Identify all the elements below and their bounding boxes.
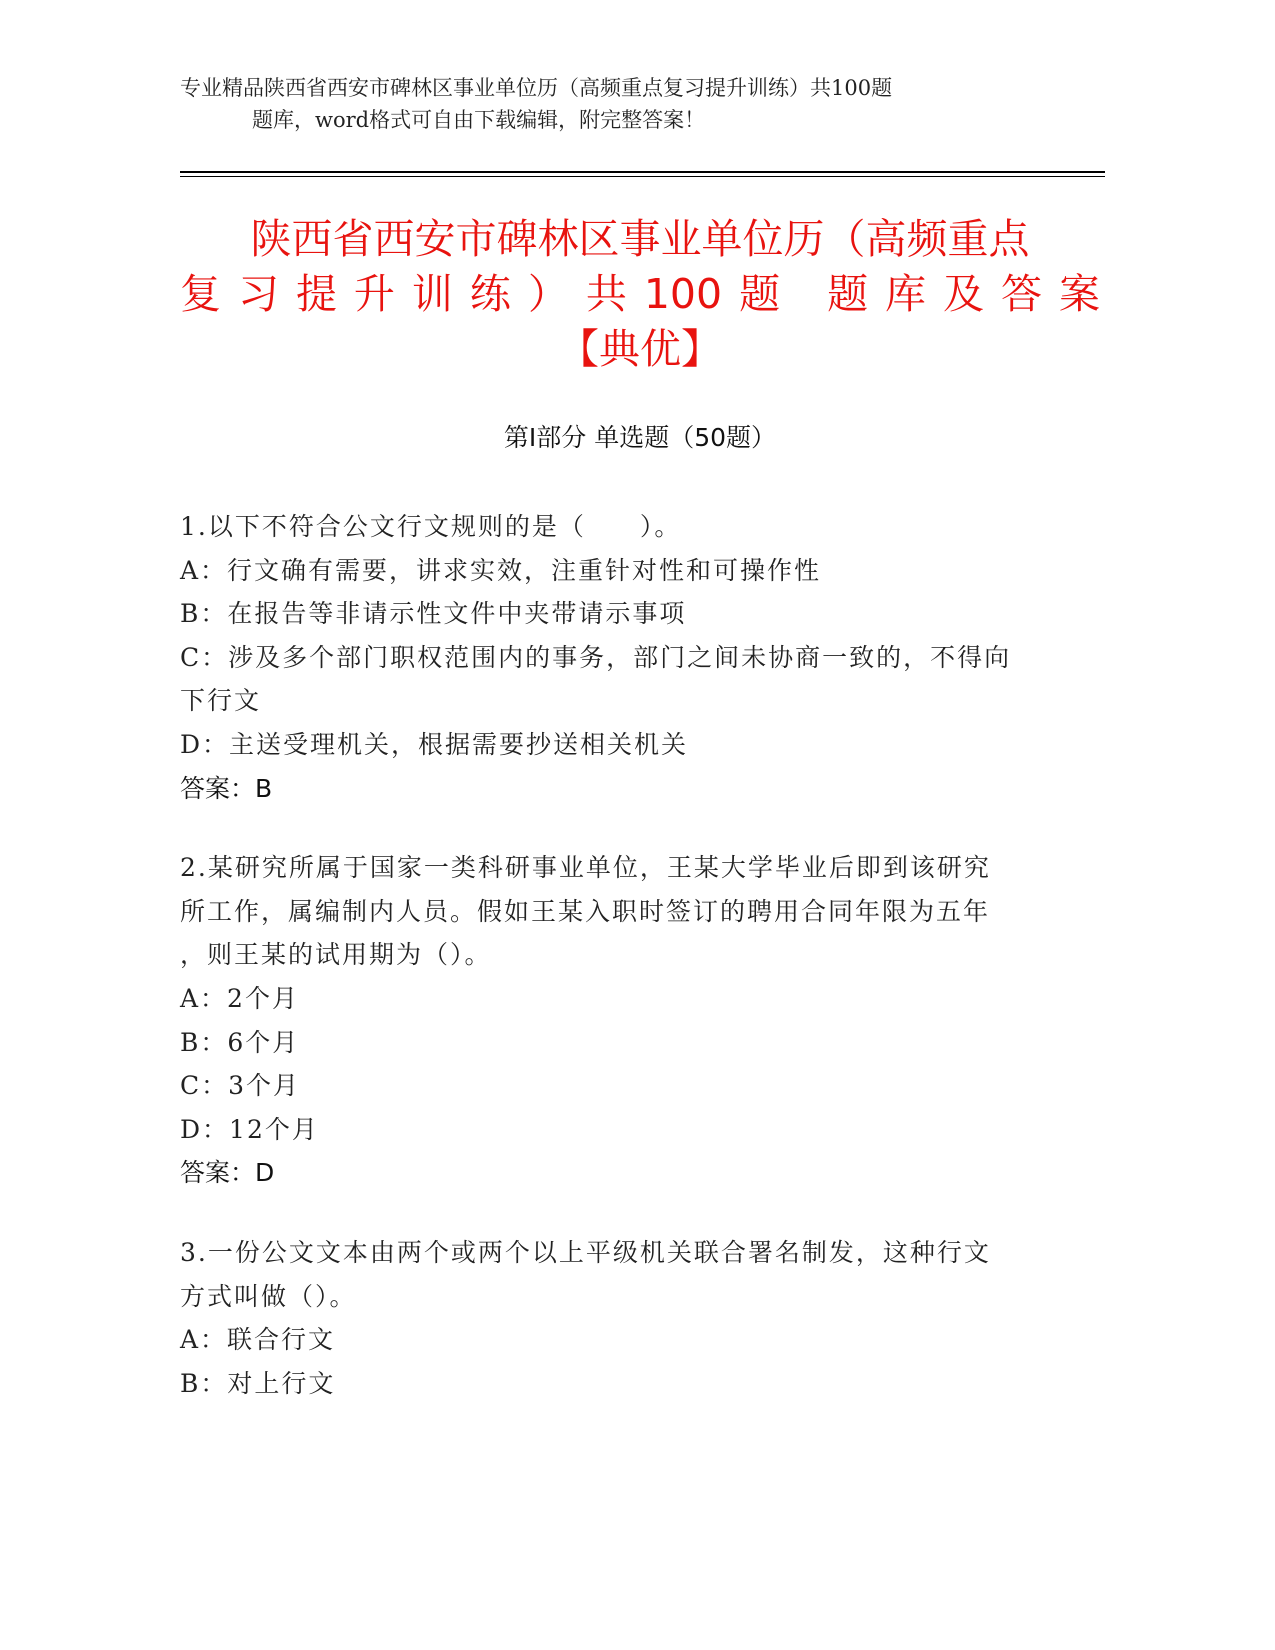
option-d: D：12个月: [180, 1114, 319, 1144]
header-rule-thin: [180, 176, 1105, 177]
question-stem-line: 方式叫做（）。: [180, 1281, 357, 1311]
question-stem-line: 2.某研究所属于国家一类科研事业单位，王某大学毕业后即到该研究: [180, 853, 991, 883]
option-c: C：3个月: [180, 1071, 301, 1101]
title-line-1: 陕西省西安市碑林区事业单位历（高频重点: [250, 215, 1030, 263]
title-line-2: [180, 267, 1100, 322]
header-line-2: 题库，word格式可自由下载编辑，附完整答案！: [252, 108, 706, 132]
option-d: D：主送受理机关，根据需要抄送相关机关: [180, 729, 689, 759]
section-title: 第Ⅰ部分 单选题（50题）: [503, 423, 777, 452]
title-line-3: 【典优】: [558, 325, 722, 373]
title-line-2b: 题库及答案: [827, 270, 1100, 318]
answer: 答案：B: [180, 773, 273, 803]
question-2: [180, 846, 1050, 1195]
option-a: A：行文确有需要，讲求实效，注重针对性和可操作性: [180, 555, 822, 585]
option-b: B：对上行文: [180, 1368, 336, 1398]
question-stem-line: 3.一份公文文本由两个或两个以上平级机关联合署名制发，这种行文: [180, 1237, 991, 1267]
option-c-continued: 下行文: [180, 686, 262, 716]
question-stem-line: 所工作，属编制内人员。假如王某入职时签订的聘用合同年限为五年: [180, 896, 991, 926]
option-c: C：涉及多个部门职权范围内的事务，部门之间未协商一致的，不得向: [180, 642, 1012, 672]
option-b: B：6个月: [180, 1027, 300, 1057]
option-b: B：在报告等非请示性文件中夹带请示事项: [180, 599, 687, 629]
question-stem-line: ，则王某的试用期为（）。: [180, 940, 492, 970]
option-a: A：2个月: [180, 983, 299, 1013]
answer: 答案：D: [180, 1158, 275, 1188]
question-1: [180, 505, 1050, 810]
option-a: A：联合行文: [180, 1325, 336, 1355]
header-line-1: 专业精品陕西省西安市碑林区事业单位历（高频重点复习提升训练）共100题: [180, 76, 893, 100]
title-line-2a: 复习提升训练）共100题: [180, 270, 798, 318]
document-title: [180, 212, 1100, 377]
document-header: [180, 72, 1100, 136]
header-rule-thick: [180, 171, 1105, 173]
question-3: [180, 1231, 1050, 1405]
question-stem-line: 1.以下不符合公文行文规则的是（ ）。: [180, 512, 682, 541]
question-list: [180, 505, 1050, 1441]
